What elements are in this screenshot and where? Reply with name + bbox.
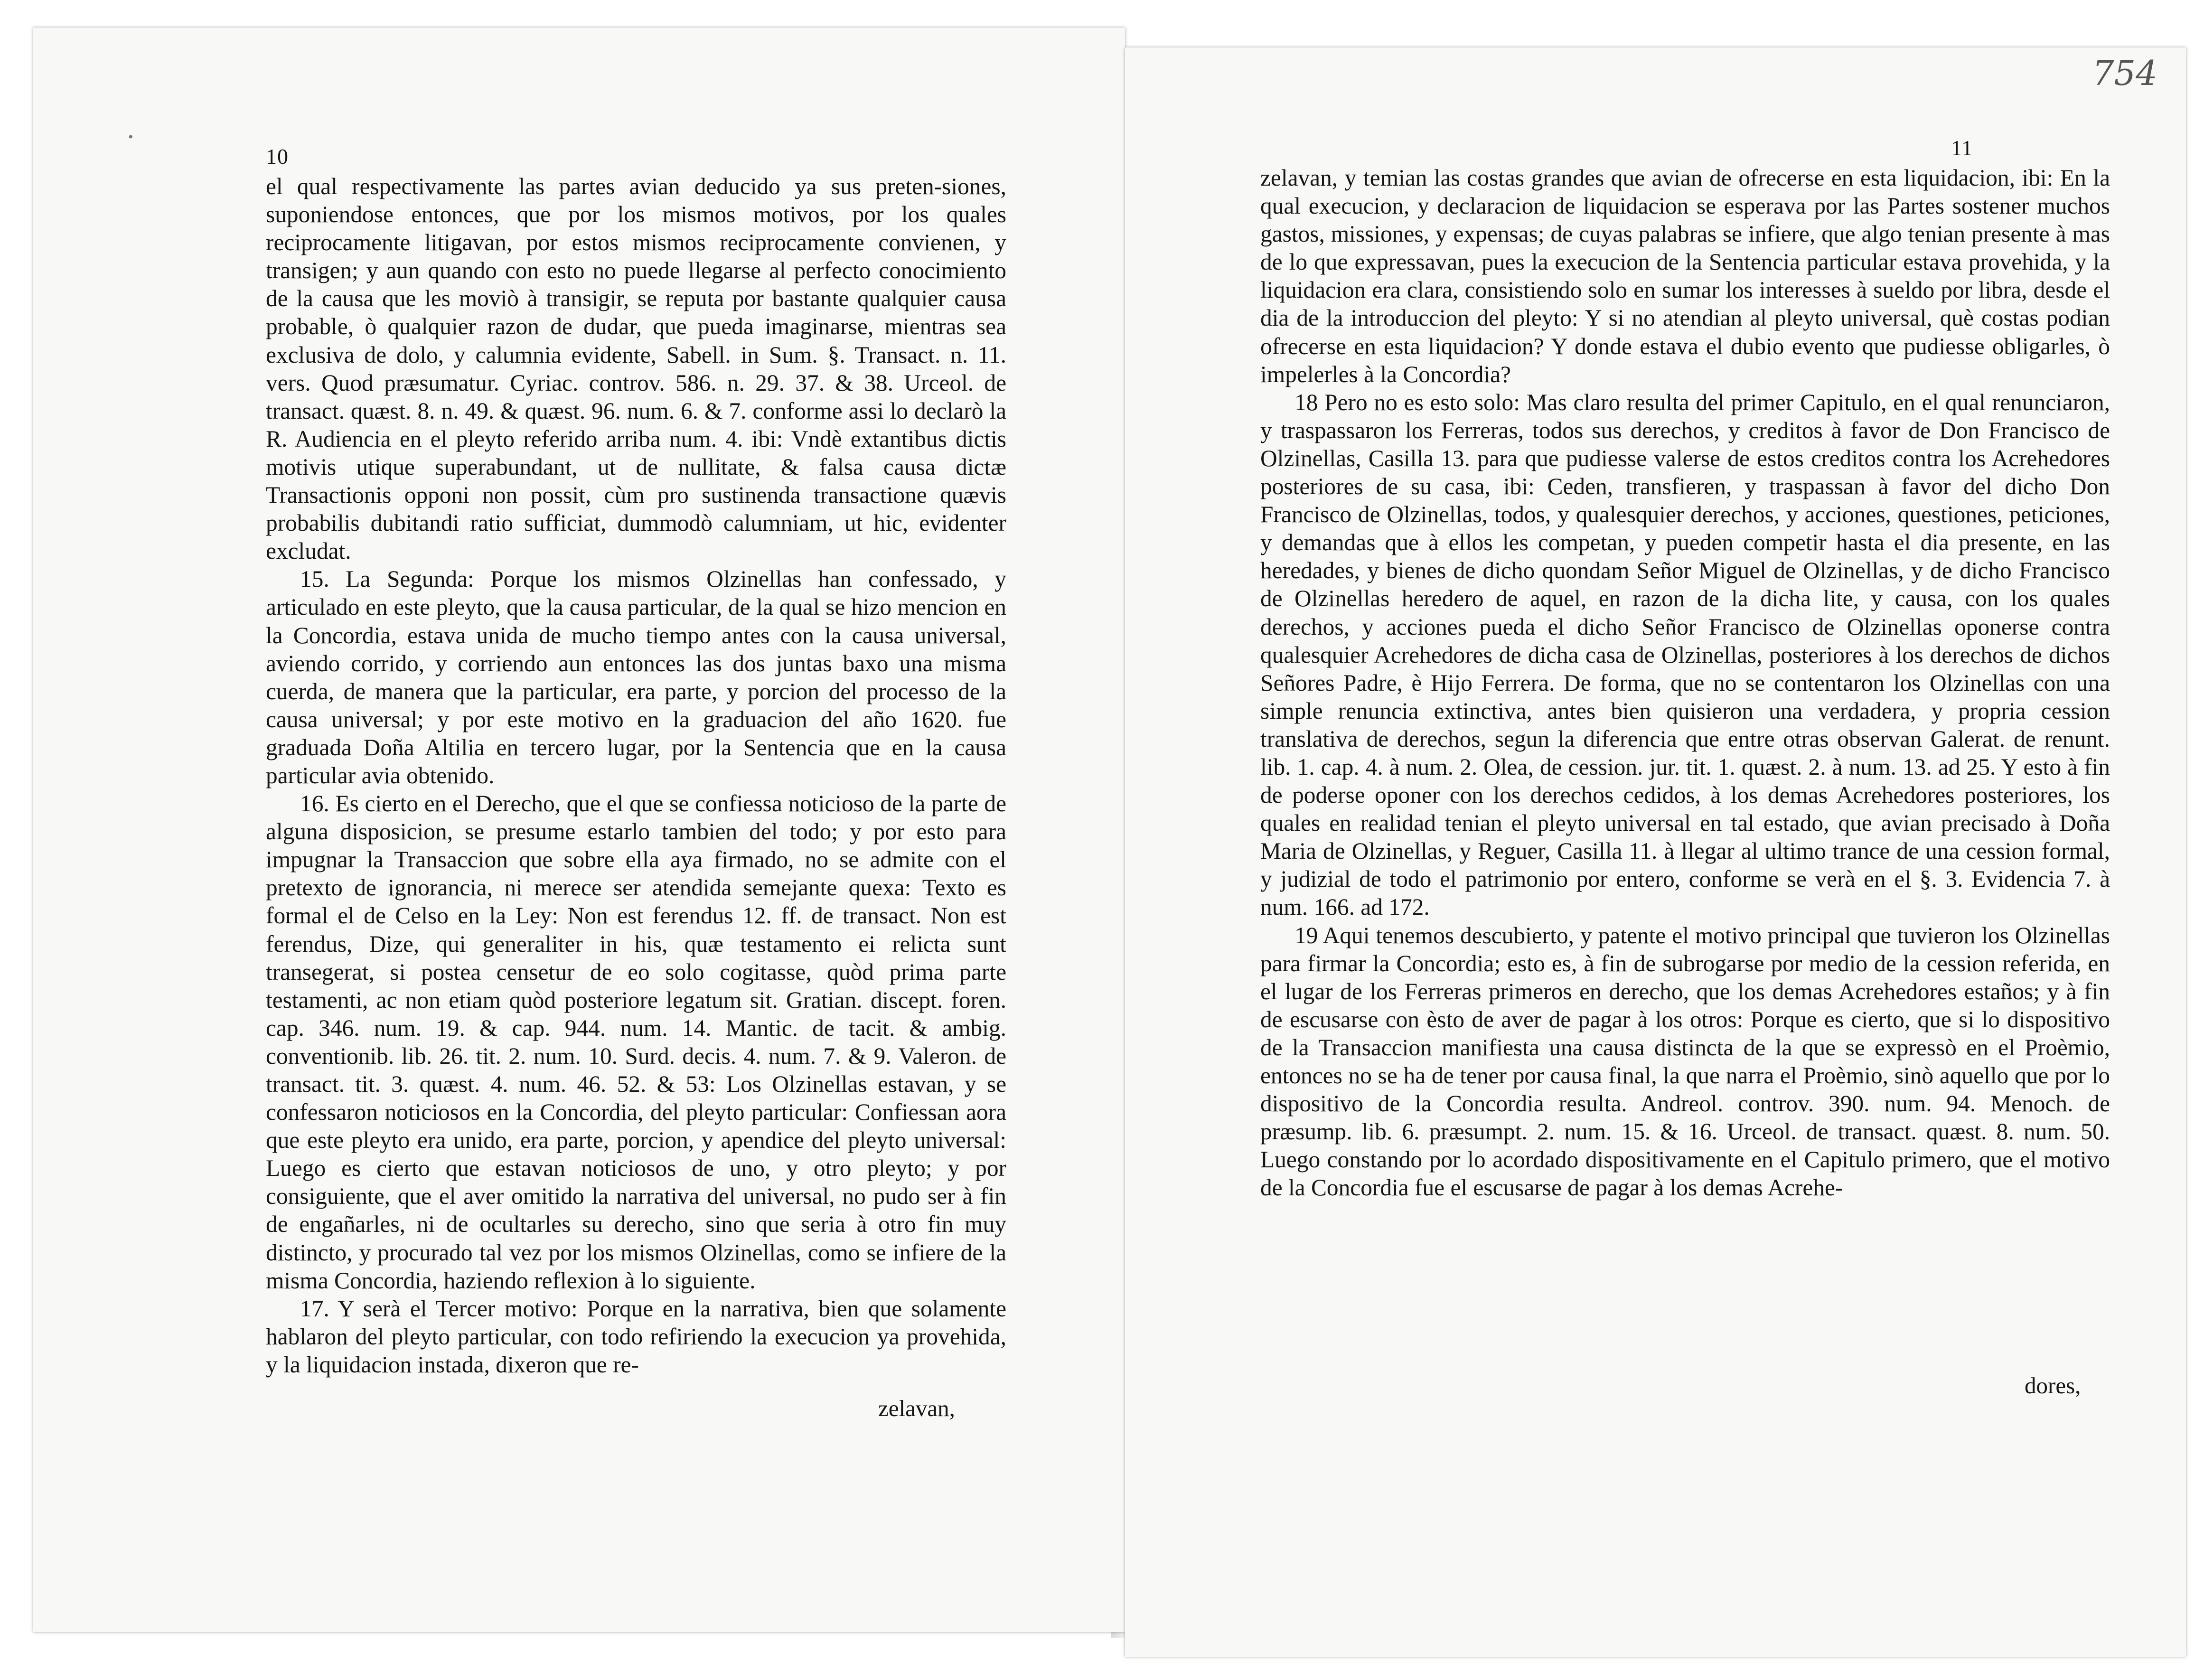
paragraph-18: 18 Pero no es esto solo: Mas claro resulta del primer Capitulo, en el qual renunciaron, y traspassaron los Ferreras, todos sus derechos, y creditos à favor de Don Francisco de Olzinellas, Casilla 13. para que pudiesse valerse de estos creditos contra los Acrehedores posteriores de su casa, ibi: Ceden, transfieren, y traspassan à favor del dicho Don Francisco de Olzinellas, todos, y qualesquier derechos, y acciones, questiones, peticiones, y demandas que à ellos les competan, y pueden competir hasta el dia presente, en las heredades, y bienes de dicho quondam Señor Miguel de Olzinellas, y de dicho Francisco de Olzinellas heredero de aquel, en razon de la dicha lite, y causa, con los quales derechos, y acciones pueda el dicho Señor Francisco de Olzinellas oponerse contra qualesquier Acrehedores de dicha casa de Olzinellas, posteriores à los derechos de dichos Señores Padre, è Hijo Ferrera. De forma, que no se contentaron los Olzinellas con una simple renuncia extinctiva, antes bien quisieron una verdadera, y propria cession translativa de derechos, segun la diferencia que entre otras observan Galerat. de renunt. lib. 1. cap. 4. à num. 2. Olea, de cession. jur. tit. 1. quæst. 2. à num. 13. ad 25. Y esto à fin de poderse oponer con los derechos cedidos, à los demas Acrehedores posteriores, los quales en realidad tenian el pleyto universal en tal estado, que avian precisado à Doña Maria de Olzinellas, y Reguer, Casilla 11. à llegar al ultimo trance de una cession formal, y judizial de todo el patrimonio por entero, conforme se verà en el §. 3. Evidencia 7. à num. 166. ad 172. [1260, 389, 2110, 920]
catchword-left: zelavan, [878, 1395, 955, 1421]
folio-mark: 754 [2092, 53, 2157, 93]
paragraph-16: 16. Es cierto en el Derecho, que el que se confiessa noticioso de la parte de alguna disposicion, se presume estarlo tambien del todo; y por esto para impugnar la Transaccion que sobre ella aya firmado, no se admite con el pretexto de ignorancia, ni merece ser atendida semejante quexa: Texto es formal el de Celso en la Ley: Non est ferendus 12. ff. de transact. Non est ferendus, Dize, qui generaliter in his, quæ testamento ei relicta sunt transegerat, si postea censetur de eo solo cogitasse, quòd prima parte testamenti, ac non etiam quòd posteriore legatum sit. Gratian. discept. foren. cap. 346. num. 19. & cap. 944. num. 14. Mantic. de tacit. & ambig. conventionib. lib. 26. tit. 2. num. 10. Surd. decis. 4. num. 7. & 9. Valeron. de transact. tit. 3. quæst. 4. num. 46. 52. & 53: Los Olzinellas estavan, y se confessaron noticiosos en la Concordia, del pleyto particular: Confiessan aora que este pleyto era unido, era parte, porcion, y apendice del pleyto universal: Luego es cierto que estavan noticiosos de uno, y otro pleyto; y por consiguiente, que el aver omitido la narrativa del universal, no pudo ser à fin de engañarles, ni de ocultarles su derecho, sino que seria à otro fin muy distincto, y procurado tal vez por los mismos Olzinellas, como se infiere de la misma Concordia, haziendo reflexion à lo siguiente. [266, 790, 1006, 1294]
catchword-right: dores, [2025, 1372, 2081, 1398]
paragraph: el qual respectivamente las partes avian deducido ya sus preten-siones, suponiendose entonces, que por los mismos motivos, por los quales reciprocamente litigavan, por estos mismos reciprocamente convienen, y transigen; y aun quando con esto no puede llegarse al perfecto conocimiento de la causa que les moviò à transigir, se reputa por bastante qualquier causa probable, ò qualquier razon de dudar, que pueda imaginarse, mientras sea exclusiva de dolo, y calumnia evidente, Sabell. in Sum. §. Transact. n. 11. vers. Quod præsumatur. Cyriac. controv. 586. n. 29. 37. & 38. Urceol. de transact. quæst. 8. n. 49. & quæst. 96. num. 6. & 7. conforme assi lo declarò la R. Audiencia en el pleyto referido arriba num. 4. ibi: Vndè extantibus dictis motivis utique superabundant, ut de nullitate, & falsa causa dictæ Transactionis opponi non possit, cùm pro sustinenda transactione quævis probabilis dubitandi ratio sufficiat, dummodò calumniam, ut hic, evidenter excludat. [266, 173, 1006, 564]
right-page [1125, 47, 2186, 1657]
paragraph-17: 17. Y serà el Tercer motivo: Porque en la narrativa, bien que solamente hablaron del pleyto particular, con todo refiriendo la execucion ya provehida, y la liquidacion instada, dixeron que re- [266, 1295, 1006, 1378]
page-number-left: 10 [266, 144, 289, 169]
paragraph-19: 19 Aqui tenemos descubierto, y patente el motivo principal que tuvieron los Olzinellas para firmar la Concordia; esto es, à fin de subrogarse por medio de la cession referida, en el lugar de los Ferreras primeros en derecho, que los demas Acrehedores estaños; y à fin de escusarse con èsto de aver de pagar à los otros: Porque es cierto, que si lo dispositivo de la Transaccion manifiesta una causa distincta de la que se expressò en el Proèmio, entonces no se ha de tener por causa final, la que narra el Proèmio, sinò aquello que por lo dispositivo de la Concordia resulta. Andreol. controv. 390. num. 94. Menoch. de præsump. lib. 6. præsumpt. 2. num. 15. & 16. Urceol. de transact. quæst. 8. num. 50. Luego constando por lo acordado dispositivamente en el Capitulo primero, que el motivo de la Concordia fue el escusarse de pagar à los demas Acrehe- [1260, 922, 2110, 1201]
page-number-right: 11 [1951, 136, 1973, 160]
right-page-text [1260, 164, 2110, 1201]
left-page [33, 28, 1125, 1632]
paragraph-15: 15. La Segunda: Porque los mismos Olzinellas han confessado, y articulado en este pleyto, que la causa particular, de la qual se hizo mencion en la Concordia, estava unida de mucho tiempo antes con la causa universal, aviendo corrido, y corriendo aun entonces las dos juntas baxo una misma cuerda, de manera que la particular, era parte, y porcion del processo de la causa universal; y por este motivo en la graduacion del año 1620. fue graduada Doña Altilia en tercero lugar, por la Sentencia que en la causa particular avia obtenido. [266, 566, 1006, 788]
ink-speck: • [128, 129, 133, 145]
left-page-text [266, 172, 1006, 1379]
paragraph: zelavan, y temian las costas grandes que avian de ofrecerse en esta liquidacion, ibi: En la qual execucion, y declaracion de liquidacion se esperava por las Partes sostener muchos gastos, missiones, y expensas; de cuyas palabras se infiere, que algo tenian presente à mas de lo que expressavan, pues la execucion de la Sentencia particular estava provehida, y la liquidacion era clara, consistiendo solo en sumar los interesses à sueldo por libra, desde el dia de la introduccion del pleyto: Y si no atendian al pleyto universal, què costas podian ofrecerse en esta liquidacion? Y donde estava el dubio evento que pudiesse obligarles, ò impelerles à la Concordia? [1260, 165, 2110, 387]
